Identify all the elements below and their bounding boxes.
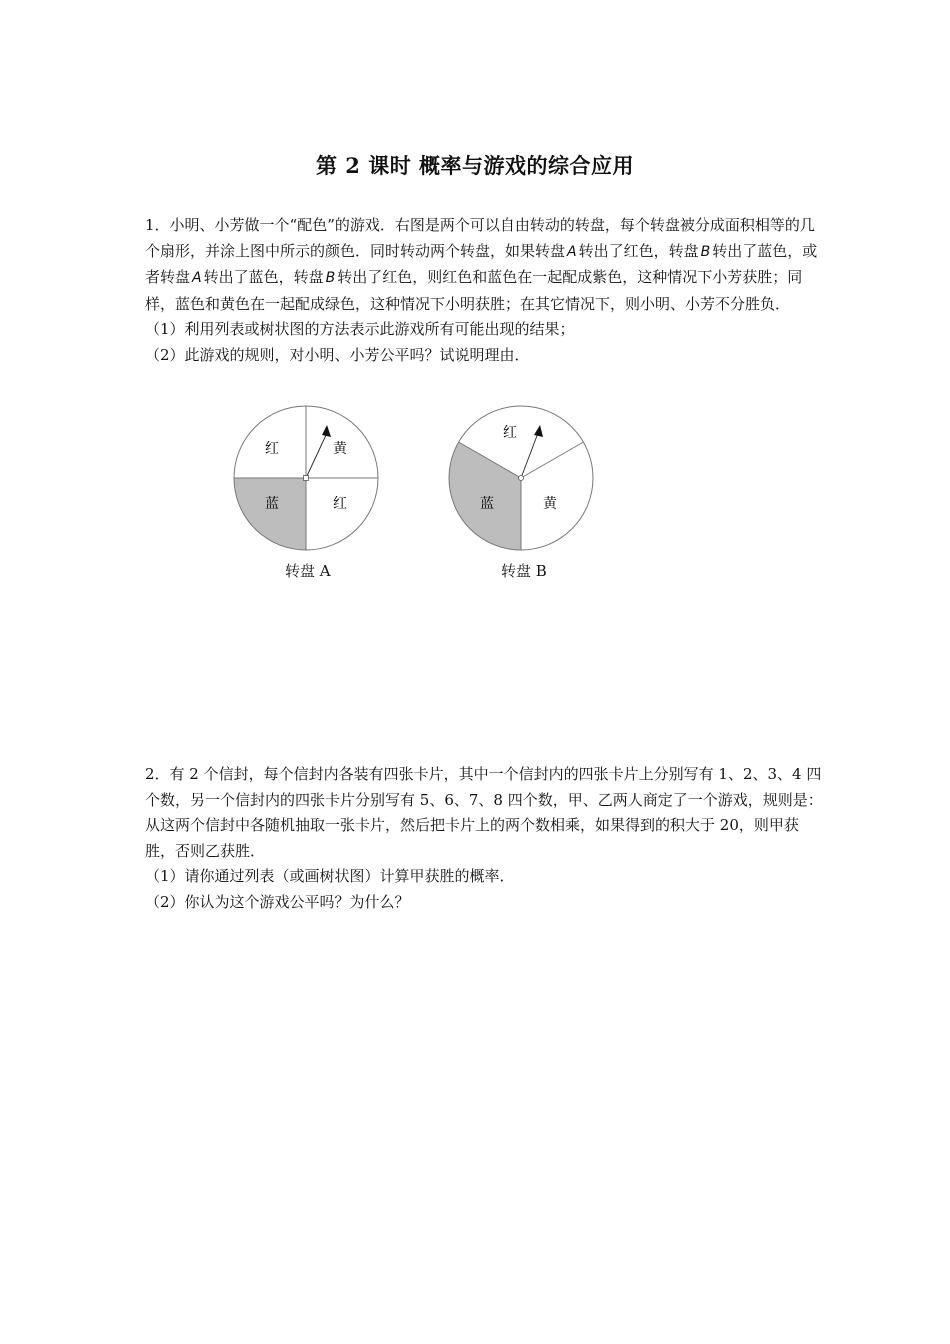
spinner-a-label-blue: 蓝	[265, 496, 279, 512]
spinner-a-label-red-top: 红	[265, 441, 279, 457]
question-2-part-2: （2）你认为这个游戏公平吗？为什么？	[145, 892, 410, 911]
question-1-stem: 1．小明、小芳做一个“配色”的游戏．右图是两个可以自由转动的转盘，每个转盘被分成面积相等的几个扇形，并涂上图中所示的颜色．同时转动两个转盘，如果转盘 A 转出了红色，转盘 B 转出了蓝色，或者转盘 A 转出了蓝色，转盘 B 转出了红色，则红色和蓝色在一起配成紫色，这种情况下小芳获胜；同样，蓝色和黄色在一起配成绿色，这种情况下小明获胜；在其它情况下，则小明、小芳不分胜负．	[145, 216, 818, 313]
spinner-b-label-blue: 蓝	[480, 496, 494, 512]
spinner-a-caption: 转盘 A	[285, 562, 331, 580]
spinner-b-label-red: 红	[503, 425, 517, 441]
page-title: 第 2 课时 概率与游戏的综合应用	[315, 153, 635, 178]
spinner-a	[234, 406, 378, 550]
var-b: B	[700, 243, 711, 260]
spinner-b-pointer	[521, 433, 538, 478]
var-a: A	[192, 270, 202, 286]
question-2-stem: 2．有 2 个信封，每个信封内各装有四张卡片，其中一个信封内的四张卡片上分别写有 1、2、3、4 四个数，另一个信封内的四张卡片分别写有 5、6、7、8 四个数，甲、乙两人商定了一个游戏，规则是：从这两个信封中各随机抽取一张卡片，然后把卡片上的两个数相乘，如果得到的积大于 20，则甲获胜，否则乙获胜．	[145, 765, 823, 860]
var-a: A	[567, 243, 577, 260]
spinner-figure	[230, 400, 610, 585]
spinner-a-label-yellow: 黄	[333, 441, 347, 457]
spinner-a-blue-sector	[234, 478, 306, 550]
question-2	[145, 762, 825, 915]
arrow-icon	[322, 425, 331, 437]
arrow-icon	[534, 425, 543, 437]
question-1	[145, 213, 825, 368]
spinner-a-pointer	[306, 433, 327, 478]
spinner-a-label-red-bottom: 红	[333, 496, 347, 512]
spinner-b-caption: 转盘 B	[501, 562, 547, 580]
spinner-b-label-yellow: 黄	[543, 496, 557, 512]
spinner-b	[449, 406, 593, 550]
question-1-part-2: （2）此游戏的规则，对小明、小芳公平吗？试说明理由．	[145, 345, 530, 364]
question-2-part-1: （1）请你通过列表（或画树状图）计算甲获胜的概率．	[145, 867, 515, 885]
question-1-part-1: （1）利用列表或树状图的方法表示此游戏所有可能出现的结果；	[145, 320, 575, 338]
var-b: B	[325, 270, 336, 286]
